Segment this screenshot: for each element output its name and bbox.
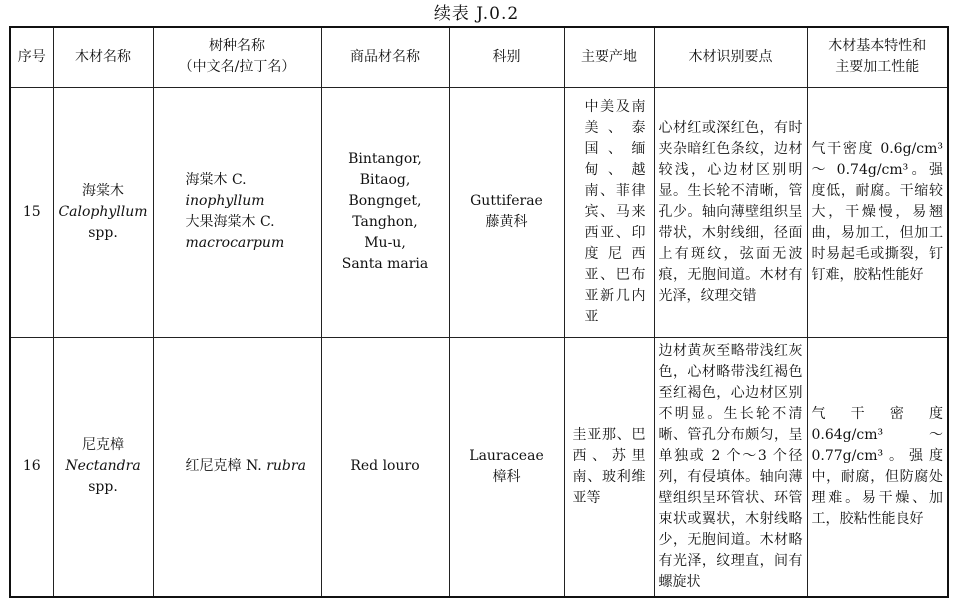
trade-name: Tanghon, — [352, 214, 418, 230]
family-latin: Guttiferae — [470, 193, 543, 209]
header-properties — [807, 27, 948, 87]
family-cn: 藤黄科 — [485, 214, 528, 230]
species-latin: macrocarpum — [185, 235, 285, 251]
properties-cell: 气干密度 0.6g/cm³ ～ 0.74g/cm³。强度低，耐腐。干缩较大，干燥慢，易翘曲，易加工，但加工时易起毛或撕裂，钉钉难，胶粘性能好 — [807, 87, 948, 337]
timber-name-cell — [53, 87, 153, 337]
header-species-name-line1: 树种名称 — [209, 38, 265, 55]
row-number: 15 — [10, 87, 53, 337]
species-cn: 大果海棠木 C. — [185, 214, 275, 230]
trade-name: Bintangor, — [348, 151, 422, 167]
table-caption: 续表 J.0.2 — [433, 4, 520, 24]
family-cell — [449, 337, 564, 597]
header-species-name-line2: （中文名/拉丁名） — [178, 59, 296, 76]
trade-name: Red louro — [350, 458, 420, 475]
timber-name-latin: Calophyllum — [58, 203, 148, 220]
species-latin: inophyllum — [185, 193, 265, 209]
family-cn: 樟科 — [492, 468, 521, 485]
timber-table — [9, 26, 949, 598]
trade-name: Mu-u, — [364, 235, 406, 251]
trade-name-cell — [321, 337, 449, 597]
properties-cell: 气干密度 0.64g/cm³ ～ 0.77g/cm³。强度中，耐腐，但防腐处理难。易干燥、加工，胶粘性能良好 — [807, 337, 948, 597]
species-entry — [170, 212, 317, 254]
origin-cell: 圭亚那、巴西、苏里南、玻利维亚等 — [564, 337, 654, 597]
header-family: 科别 — [449, 27, 564, 87]
species-latin: rubra — [266, 458, 306, 475]
species-cn: 红尼克樟 N. — [185, 458, 262, 475]
header-trade-name: 商品材名称 — [321, 27, 449, 87]
species-cn: 海棠木 C. — [185, 172, 247, 188]
table-row — [10, 87, 948, 337]
header-no: 序号 — [10, 27, 53, 87]
timber-name-cell — [53, 337, 153, 597]
species-entry — [170, 170, 317, 212]
trade-name: Bongnget, — [348, 193, 422, 209]
timber-name-latin: Nectandra — [65, 458, 141, 475]
header-origin: 主要产地 — [564, 27, 654, 87]
header-properties-line2: 主要加工性能 — [835, 59, 920, 76]
table-row — [10, 337, 948, 597]
timber-name-spp: spp. — [88, 479, 118, 496]
header-row — [10, 27, 948, 87]
header-species-name — [153, 27, 321, 87]
trade-name-cell — [321, 87, 449, 337]
header-timber-name: 木材名称 — [53, 27, 153, 87]
species-name-cell — [153, 337, 321, 597]
trade-name: Santa maria — [341, 256, 429, 272]
family-cell — [449, 87, 564, 337]
header-identification: 木材识别要点 — [654, 27, 807, 87]
timber-name-spp: spp. — [88, 224, 118, 241]
timber-name-cn: 尼克樟 — [82, 437, 124, 454]
row-number: 16 — [10, 337, 53, 597]
header-properties-line1: 木材基本特性和 — [828, 38, 927, 55]
identification-cell: 心材红或深红色，有时夹杂暗红色条纹，边材较浅，心边材区别明显。生长轮不清晰，管孔少。轴向薄壁组织呈带状，木射线细，径面上有斑纹，弦面无波痕，无胞间道。木材有光泽，纹理交错 — [654, 87, 807, 337]
species-name-cell — [153, 87, 321, 337]
family-latin: Lauraceae — [469, 447, 544, 464]
species-entry — [186, 456, 317, 477]
identification-cell: 边材黄灰至略带浅红灰色，心材略带浅红褐色至红褐色，心边材区别不明显。生长轮不清晰、管孔分布颇匀，呈单独或 2 个～3 个径列，有侵填体。轴向薄壁组织呈环管状、环管束状或翼状，木射线略少，无胞间道。木材略有光泽，纹理直，间有螺旋状 — [654, 337, 807, 597]
origin-cell: 中美及南美、泰国、缅甸、越南、菲律宾、马来西亚、印度尼西亚、巴布亚新几内亚 — [564, 87, 654, 337]
trade-name: Bitaog, — [359, 172, 411, 188]
timber-name-cn: 海棠木 — [82, 182, 124, 199]
